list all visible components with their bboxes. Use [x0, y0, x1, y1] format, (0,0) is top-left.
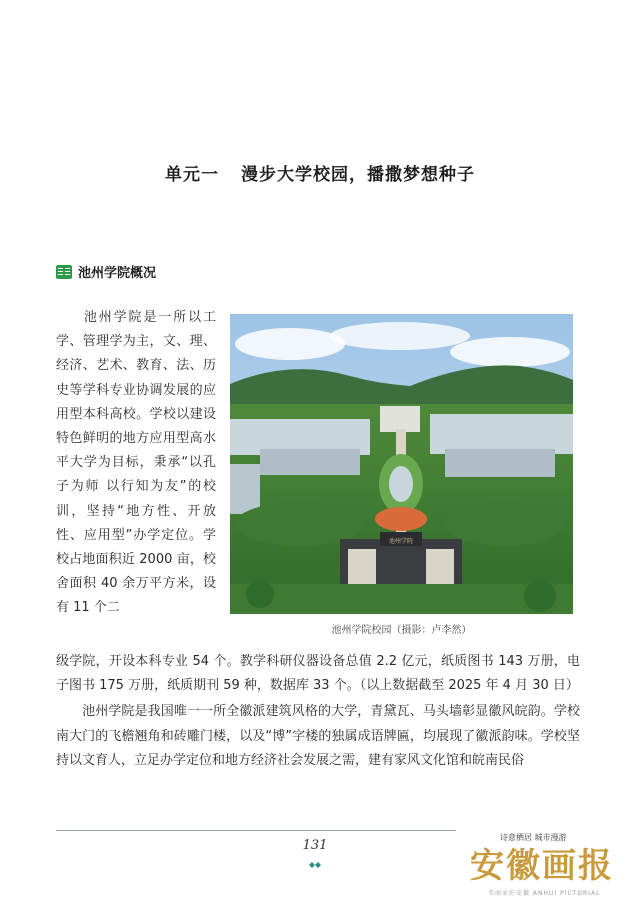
book-icon: [56, 265, 72, 279]
page-number: 131: [302, 838, 328, 853]
paragraph-2: [56, 700, 580, 773]
intro-paragraph: [56, 306, 216, 621]
paragraph-2-text: 池州学院是我国唯一一所全徽派建筑风格的大学，青黛瓦、马头墙彰显徽风皖韵。学校南大门的飞檐翘角和砖雕门楼，以及“博”字楼的独属成语牌匾，均展现了徽派韵味。学校坚持以文育人，立足办学定位和地方经济社会发展之需，建有家风文化馆和皖南民俗: [56, 704, 580, 768]
unit-title: 漫步大学校园，播撒梦想种子: [241, 165, 475, 185]
brand-subtitle: 美丽家好安徽 ANHUI PICTORIAL: [488, 890, 601, 897]
diamond-icon: [309, 862, 321, 868]
brand-tagline: 诗意栖居 城市漫游: [500, 833, 567, 842]
unit-label: 单元一: [165, 165, 219, 185]
page-title: [0, 160, 640, 185]
campus-photo: [230, 314, 573, 614]
section-label: 池州学院概况: [78, 266, 157, 281]
gate-plaque-text: 池州学院: [388, 538, 414, 545]
intro-continuation: 级学院，开设本科专业 54 个。教学科研仪器设备总值 2.2 亿元，纸质图书 143 万册，电子图书 175 万册，纸质期刊 59 种，数据库 33 个。（以上数据截至 2025 年 4 月 30 日）: [56, 654, 580, 694]
intro-column-text: 池州学院是一所以工学、管理学为主，文、理、经济、艺术、教育、法、历史等学科专业协调发展的应用型本科高校。学校以建设特色鲜明的地方应用型高水平大学为目标，秉承“以孔子为师 以行知为友”的校训，坚持“地方性、开放性、应用型”办学定位。学校占地面积近 2000 亩，校舍面积 40 余万平方米，设有 11 个二: [56, 310, 216, 616]
footer-rule: [56, 830, 456, 831]
section-header: [56, 262, 156, 281]
photo-caption: 池州学院校园（摄影：卢李然）: [331, 625, 472, 636]
brand-logo: 安徽画报: [470, 846, 614, 886]
campus-aerial-image: [230, 314, 573, 614]
body-text: [56, 650, 580, 773]
